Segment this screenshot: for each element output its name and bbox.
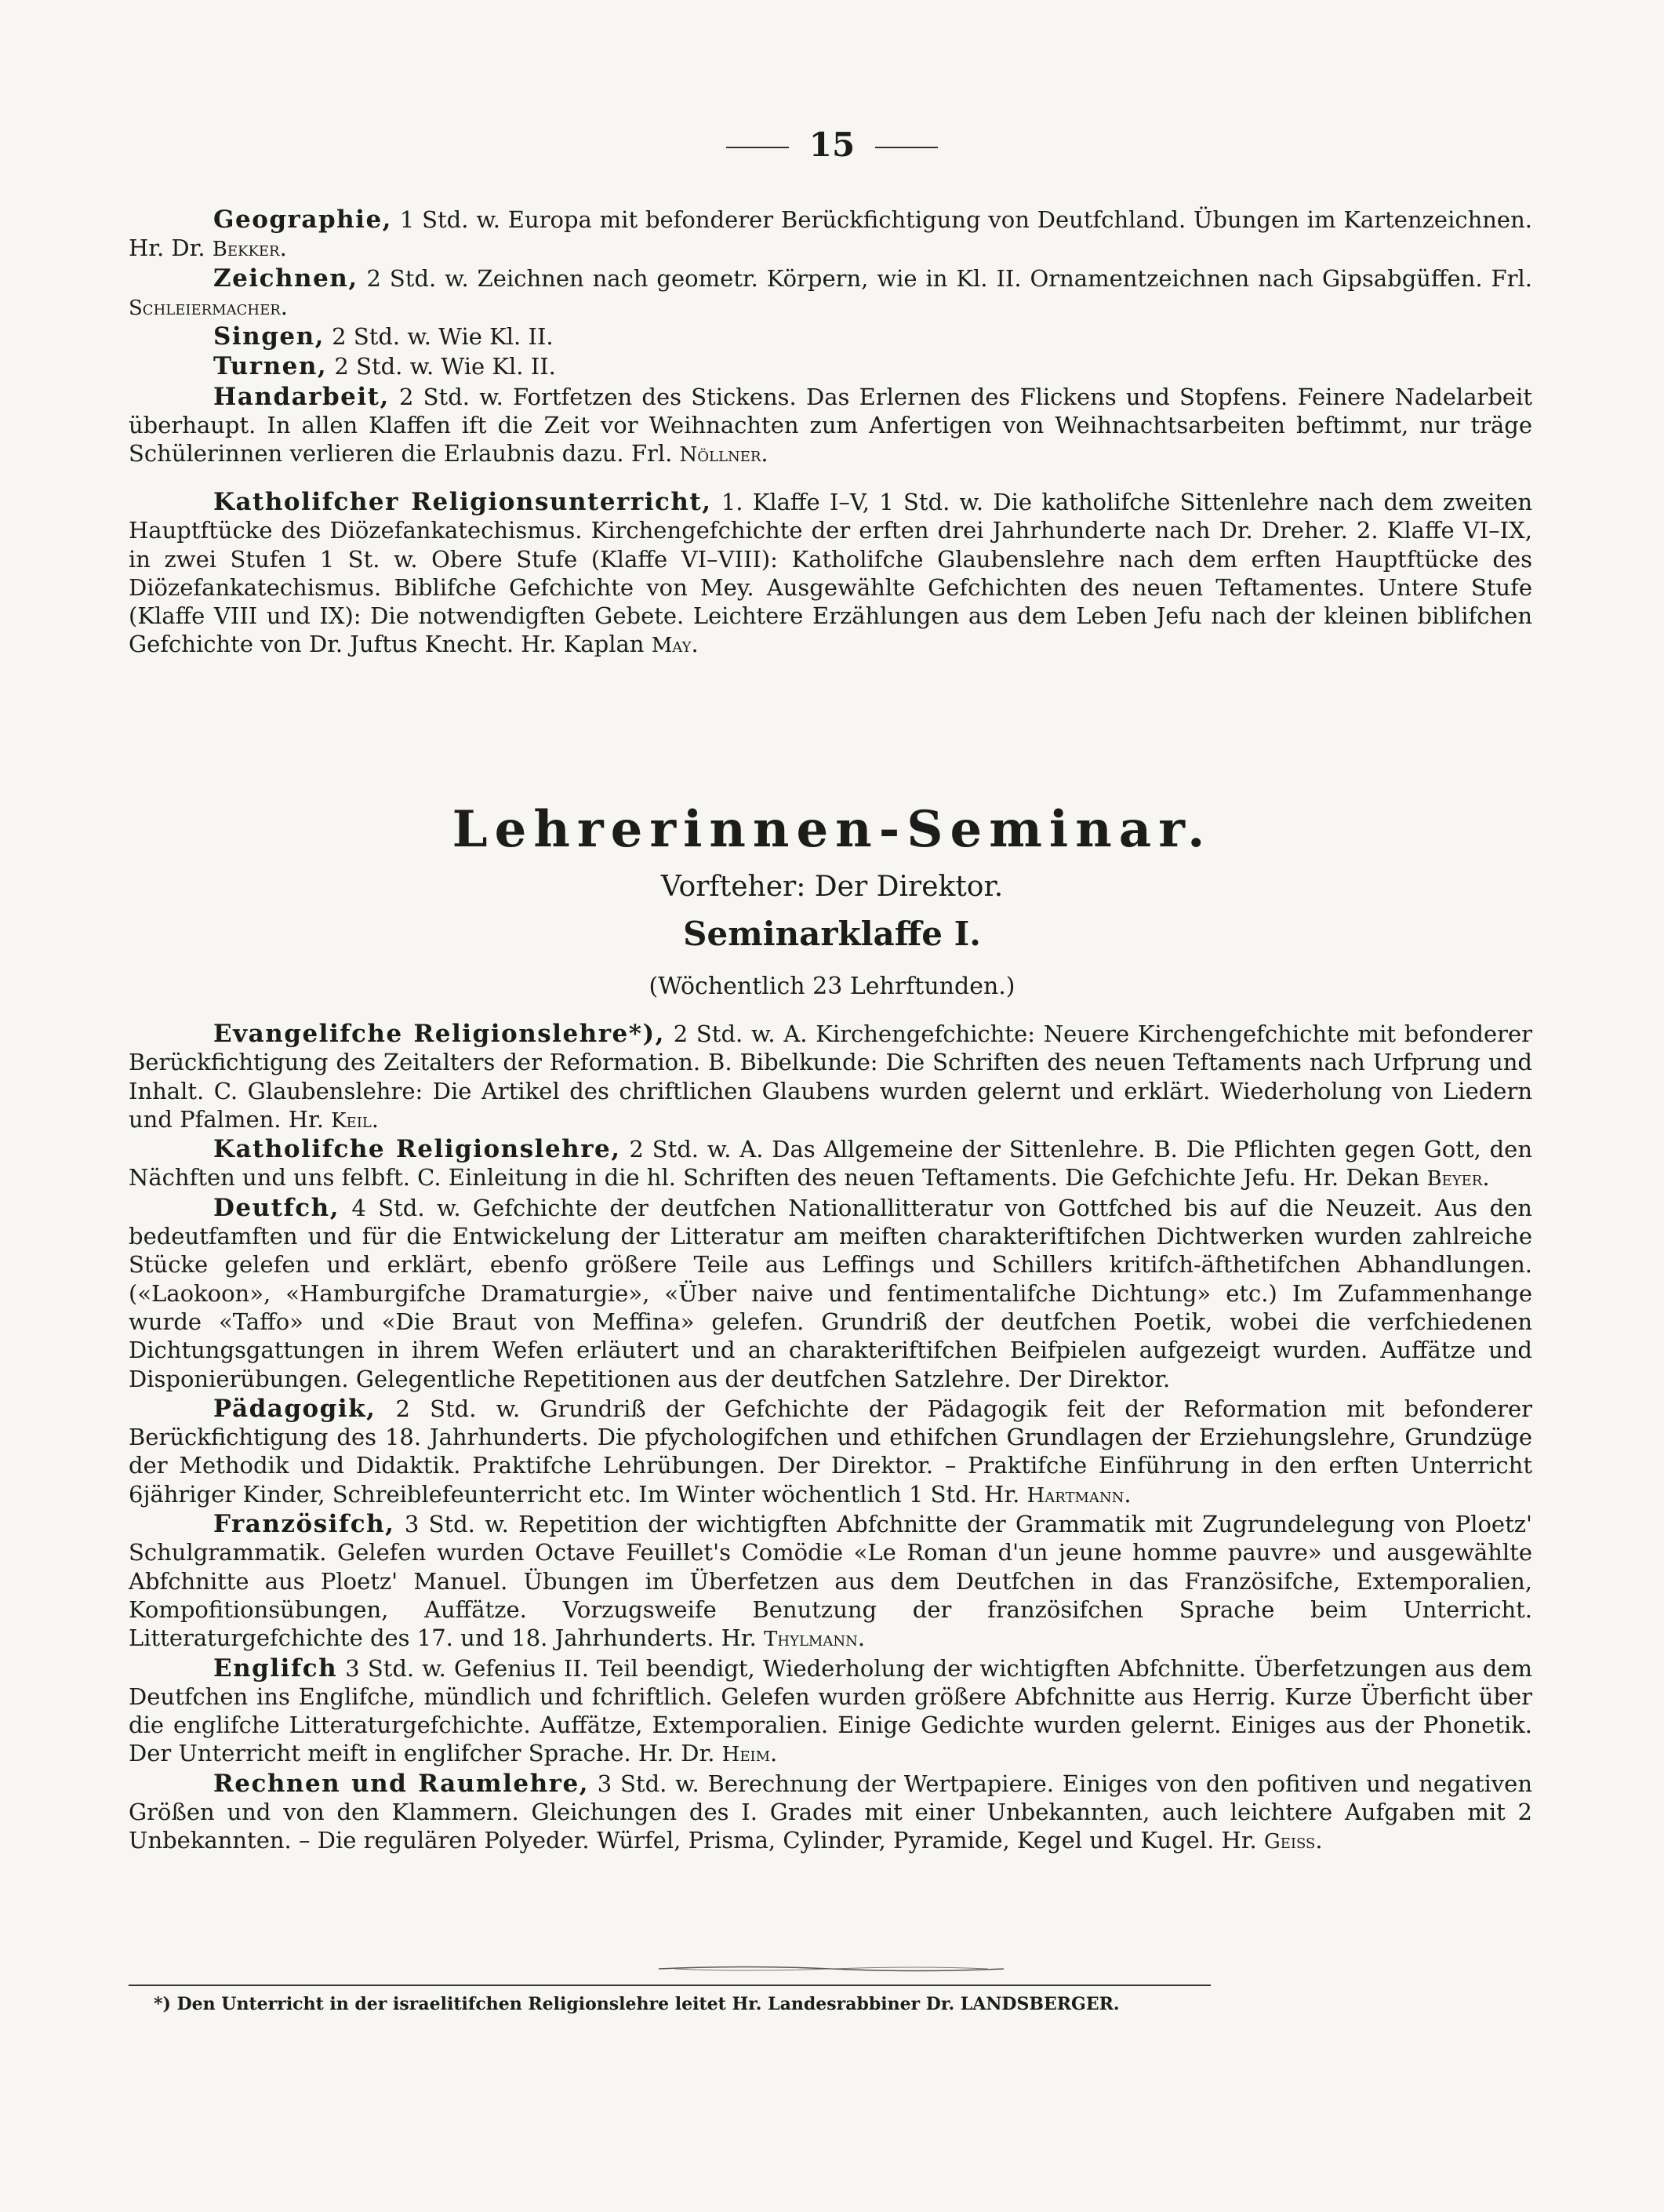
seminar-subtitle: Vorfteher: Der Direktor. — [660, 871, 1004, 903]
top-section-heading: Singen, — [213, 322, 325, 351]
top-section-heading: Zeichnen, — [213, 264, 358, 293]
catholic-text: 1. Klaffe I–V, 1 Std. w. Die katholifche Sittenlehre nach dem zweiten Hauptftücke des Diözefankatechismus. Kirchengefchichte der erften drei Jahrhunderte nach Dr. Dreher. 2. Klaffe VI–IX, in zwei Stufen 1 St. w. Obere Stufe (Klaffe VI–VIII): Katholifche Glaubenslehre nach dem erften Hauptftücke des Diözefankatechismus. Biblifche Gefchichte von Mey. Ausgewählte Gefchichten des neuen Teftamentes. Untere Stufe (Klaffe VIII und IX): Die notwendigften Gebete. Leichtere Erzählungen aus dem Leben Jefu nach der kleinen biblifchen Gefchichte von Dr. Juftus Knecht. Hr. Kaplan — [129, 489, 1532, 658]
left-dash — [726, 147, 789, 148]
seminar-section-tail: . — [1124, 1480, 1132, 1508]
seminar-section-heading: Katholifche Religionslehre, — [213, 1135, 621, 1164]
seminar-section-heading: Englifch — [213, 1654, 338, 1683]
top-section-teacher: Schleiermacher — [129, 296, 281, 320]
top-section-tail: . — [280, 293, 288, 320]
seminar-class-name: Seminarklaffe I. — [683, 915, 981, 953]
seminar-section-paragraph — [129, 1654, 1532, 1770]
seminar-section-heading: Deutfch, — [213, 1193, 340, 1222]
seminar-section-tail: . — [770, 1740, 778, 1767]
catholic-heading: Katholifcher Religionsunterricht, — [213, 488, 712, 516]
seminar-section-teacher: Keil — [331, 1108, 372, 1133]
top-section-heading: Turnen, — [213, 352, 328, 381]
seminar-section-text: 2 Std. w. Grundriß der Gefchichte der Pädagogik feit der Reformation mit befonderer Berückfichtigung des 18. Jahrhunderts. Die pfychologifchen und ethifchen Grundlagen der Erziehungslehre, Grundzüge der Methodik und Didaktik. Praktifche Lehrübungen. Der Direktor. – Praktifche Einführung in den erften Unterricht 6jähriger Kinder, Schreiblefeunterricht etc. Im Winter wöchentlich 1 Std. Hr. — [129, 1395, 1532, 1508]
top-section-teacher: Nöllner — [679, 443, 761, 468]
page-number-text: 15 — [808, 126, 856, 164]
seminar-section-text: 2 Std. w. A. Kirchengefchichte: Neuere Kirchengefchichte mit befonderer Berückfichtigung des Zeitalters der Reformation. B. Bibelkunde: Die Schriften des neuen Teftaments nach Urfprung und Inhalt. C. Glaubenslehre: Die Artikel des chriftlichen Glaubens wurden gelernt und erklärt. Wiederholung von Liedern und Pfalmen. Hr. — [129, 1021, 1532, 1133]
seminar-section-tail: . — [1315, 1827, 1323, 1854]
top-section-teacher: Bekker — [212, 238, 280, 262]
seminar-title: Lehrerinnen-Seminar. — [452, 800, 1212, 859]
seminar-section-paragraph — [129, 1395, 1532, 1510]
top-sections — [129, 206, 1532, 470]
catholic-teacher: May — [651, 634, 692, 658]
seminar-section-teacher: Beyer — [1426, 1167, 1483, 1191]
top-section-heading: Handarbeit, — [213, 382, 390, 411]
top-section-text: 2 Std. w. Wie Kl. II. — [327, 353, 556, 380]
top-section-text: 2 Std. w. Zeichnen nach geometr. Körpern, wie in Kl. II. Ornamentzeichnen nach Gipsabgüffen. Frl. — [358, 264, 1532, 292]
catholic-tail: . — [691, 631, 699, 658]
page-number — [0, 126, 1664, 164]
seminar-section-text: 3 Std. w. Gefenius II. Teil beendigt, Wiederholung der wichtigften Abfchnitte. Überfetzungen aus dem Deutfchen ins Englifche, mündlich und fchriftlich. Gelefen wurden größere Abfchnitte aus Herrig. Kurze Überficht über die englifche Litteraturgefchichte. Auffätze, Extemporalien. Einige Gedichte wurden gelernt. Einiges aus der Phonetik. Der Unterricht meift in englifcher Sprache. Hr. Dr. — [129, 1654, 1532, 1767]
ornament-divider — [659, 1965, 1004, 1973]
seminar-section-teacher: Geiss — [1263, 1830, 1316, 1854]
seminar-hours: (Wöchentlich 23 Lehrftunden.) — [649, 973, 1015, 1000]
top-section-tail: . — [279, 235, 287, 262]
seminar-section-text: 2 Std. w. A. Das Allgemeine der Sittenlehre. B. Die Pflichten gegen Gott, den Nächften und uns felbft. C. Einleitung in die hl. Schriften des neuen Teftaments. Die Gefchichte Jefu. Hr. Dekan — [129, 1136, 1532, 1191]
seminar-section-paragraph — [129, 1770, 1532, 1857]
top-section-paragraph — [129, 206, 1532, 264]
top-section-heading: Geographie, — [213, 206, 392, 234]
seminar-section-teacher: Heim — [721, 1743, 771, 1767]
seminar-section-heading: Rechnen und Raumlehre, — [213, 1769, 589, 1798]
seminar-section-text: 3 Std. w. Repetition der wichtigften Abfchnitte der Grammatik mit Zugrundelegung von Ploetz' Schulgrammatik. Gelefen wurden Octave Feuillet's Comödie «Le Roman d'un jeune homme pauvre» und ausgewählte Abfchnitte aus Ploetz' Manuel. Übungen im Überfetzen aus dem Deutfchen in das Französifche, Extemporalien, Kompofitionsübungen, Auffätze. Vorzugsweife Benutzung der französifchen Sprache beim Unterricht. Litteraturgefchichte des 17. und 18. Jahrhunderts. Hr. — [129, 1511, 1532, 1652]
seminar-section-tail: . — [857, 1624, 866, 1652]
seminar-section-heading: Pädagogik, — [213, 1394, 376, 1423]
top-section-paragraph — [129, 322, 1532, 352]
seminar-section-heading: Evangelifche Religionslehre*), — [213, 1020, 665, 1048]
seminar-section-text: 4 Std. w. Gefchichte der deutfchen Nationallitteratur von Gottfched bis auf die Neuzeit. Aus den bedeutfamften und für die Entwickelung der Litteratur am meiften charakteriftifchen Dichtwerken wurden zahlreiche Stücke gelefen und erklärt, ebenfo größere Teile aus Leffings und Schillers kritifch-äfthetifchen Abhandlungen. («Laokoon», «Hamburgifche Dramaturgie», «Über naive und fentimentalifche Dichtung» etc.) Im Zufammenhange wurde «Taffo» und «Die Braut von Meffina» gelefen. Grundriß der deutfchen Poetik, wobei die verfchiedenen Dichtungsgattungen in ihrem Wefen erläutert und an charakteriftifchen Beifpielen aufgezeigt wurden. Auffätze und Disponierübungen. Gelegentliche Repetitionen aus der deutfchen Satzlehre. Der Direktor. — [129, 1194, 1532, 1392]
catholic-paragraph — [129, 488, 1532, 660]
seminar-section-paragraph — [129, 1135, 1532, 1194]
top-section-paragraph — [129, 383, 1532, 470]
seminar-section-teacher: Hartmann — [1026, 1483, 1124, 1508]
footnote-rule — [129, 1985, 1211, 1986]
footnote: *) Den Unterricht in der israelitifchen Religionslehre leitet Hr. Landesrabbiner Dr. LANDSBERGER. — [154, 1994, 1120, 2014]
catholic-section — [129, 488, 1532, 660]
top-section-text: 2 Std. w. Fortfetzen des Stickens. Das Erlernen des Flickens und Stopfens. Feinere Nadelarbeit überhaupt. In allen Klaffen ift die Zeit vor Weihnachten zum Anfertigen von Weihnachtsarbeiten beftimmt, nur träge Schülerinnen verlieren die Erlaubnis dazu. Frl. — [129, 383, 1532, 468]
seminar-section-paragraph — [129, 1020, 1532, 1135]
top-section-text: 2 Std. w. Wie Kl. II. — [324, 323, 554, 351]
seminar-section-teacher: Thylmann — [764, 1628, 858, 1652]
seminar-section-tail: . — [371, 1105, 379, 1133]
top-section-paragraph — [129, 264, 1532, 323]
seminar-section-text: 3 Std. w. Berechnung der Wertpapiere. Einiges von den pofitiven und negativen Größen und von den Klammern. Gleichungen des I. Grades mit einer Unbekannten, auch leichtere Aufgaben mit 2 Unbekannten. – Die regulären Polyeder. Würfel, Prisma, Cylinder, Pyramide, Kegel und Kugel. Hr. — [129, 1770, 1532, 1854]
seminar-sections — [129, 1020, 1532, 1857]
top-section-tail: . — [761, 440, 768, 468]
seminar-section-heading: Französifch, — [213, 1510, 395, 1539]
seminar-section-paragraph — [129, 1194, 1532, 1395]
right-dash — [875, 147, 938, 148]
seminar-section-tail: . — [1482, 1164, 1490, 1191]
top-section-text: 1 Std. w. Europa mit befonderer Berückfichtigung von Deutfchland. Übungen im Kartenzeichnen. Hr. Dr. — [129, 206, 1532, 262]
top-section-paragraph — [129, 352, 1532, 382]
seminar-section-paragraph — [129, 1510, 1532, 1654]
